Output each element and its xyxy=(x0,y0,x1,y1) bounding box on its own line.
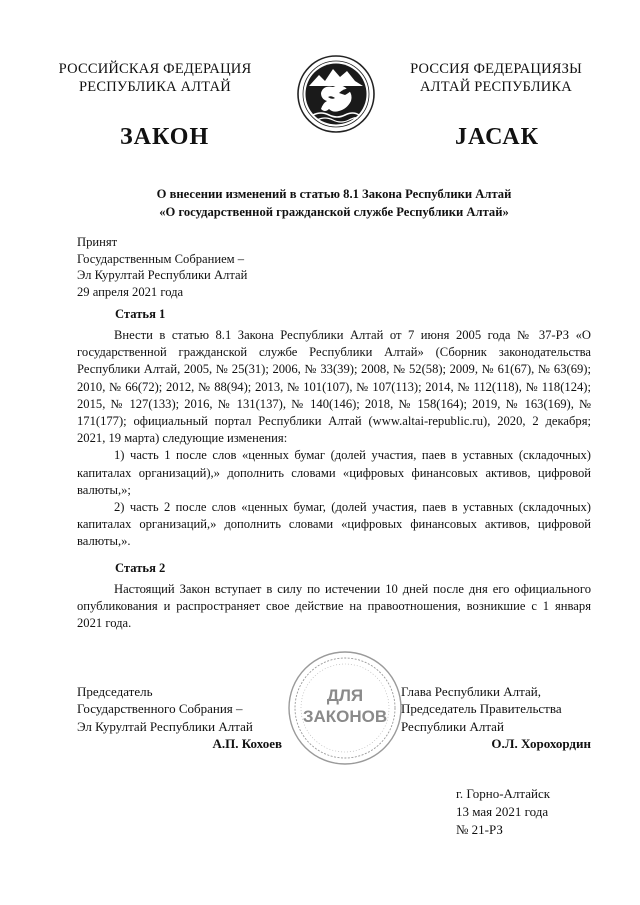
article1-item1: 1) часть 1 после слов «ценных бумаг (долей участия, паев в уставных (складочных) капиталах организаций),» дополнить словами «цифровых финансовых активов, цифровой валюты,»; xyxy=(77,448,591,497)
header-left xyxy=(44,60,266,96)
header-right xyxy=(398,60,594,96)
header-right-line1: РОССИЯ ФЕДЕРАЦИЯЗЫ xyxy=(410,61,582,77)
sig-right-line1: Глава Республики Алтай, xyxy=(401,684,541,699)
footer-date: 13 мая 2021 года xyxy=(456,804,549,819)
stamp-line2: ЗАКОНОВ xyxy=(302,707,388,726)
sig-right-name: О.Л. Хорохордин xyxy=(491,736,591,752)
header-left-line2: РЕСПУБЛИКА АЛТАЙ xyxy=(79,79,231,95)
article1-body xyxy=(77,327,591,551)
title-line2: «О государственной гражданской службе Республики Алтай» xyxy=(159,205,509,219)
signature-left xyxy=(77,683,282,753)
adopted-line1: Принят xyxy=(77,235,118,249)
article1-item2: 2) часть 2 после слов «ценных бумаг, (долей участия, паев в уставных (складочных) капиталах организаций,» дополнить словами «цифровых финансовых активов, цифровой валюты,». xyxy=(77,500,591,549)
article2-heading: Статья 2 xyxy=(115,561,166,575)
header-right-line2: АЛТАЙ РЕСПУБЛИКА xyxy=(420,79,572,95)
sig-right-line2: Председатель Правительства xyxy=(401,701,562,717)
sig-left-line1: Председатель xyxy=(77,684,153,699)
adopted-line3: Эл Курултай Республики Алтай xyxy=(77,268,248,283)
sig-left-line3: Эл Курултай Республики Алтай xyxy=(77,718,253,734)
footer-block xyxy=(456,785,550,839)
footer-number: № 21-РЗ xyxy=(456,822,503,837)
signature-right xyxy=(401,683,591,753)
coat-of-arms-emblem xyxy=(295,53,377,135)
adopted-date: 29 апреля 2021 года xyxy=(77,284,184,299)
sig-left-name: А.П. Кохоев xyxy=(212,736,282,752)
adopted-line2: Государственным Собранием – xyxy=(77,251,245,266)
document-title xyxy=(80,185,588,221)
sig-left-line2: Государственного Собрания – xyxy=(77,701,243,717)
law-title-ru: ЗАКОН xyxy=(120,124,210,150)
law-title-alt: JАСАК xyxy=(455,124,540,150)
article2-text: Настоящий Закон вступает в силу по истечении 10 дней после дня его официального опубликования и распространяет свое действие на правоотношения, возникшие с 1 января 2021 года. xyxy=(77,582,591,631)
adoption-block xyxy=(77,234,247,300)
sig-right-line3: Республики Алтай xyxy=(401,718,504,734)
article1-heading: Статья 1 xyxy=(115,307,166,321)
article2-body xyxy=(77,581,591,633)
header-left-line1: РОССИЙСКАЯ ФЕДЕРАЦИЯ xyxy=(58,61,252,77)
footer-place: г. Горно-Алтайск xyxy=(456,786,551,801)
stamp-for-laws xyxy=(285,648,405,768)
stamp-line1: ДЛЯ xyxy=(326,686,364,705)
article1-intro: Внести в статью 8.1 Закона Республики Алтай от 7 июня 2005 года № 37-РЗ «О государственной гражданской службе Республики Алтай» (Сборник законодательства Республики Алтай, 2005, № 25(31); 2006, № 33(39); 2008, № 52(58); 2009, № 61(67), № 63(69); 2010, № 66(72); 2012, № 88(94); 2013, № 101(107), № 107(113); 2014, № 112(118), № 118(124); 2015, № 127(133); 2016, № 131(137), № 140(146); 2018, № 158(164); 2019, № 163(169), № 171(177); официальный портал Республики Алтай (www.altai-republic.ru), 2020, 2 декабря; 2021, 19 марта) следующие изменения: xyxy=(77,328,591,446)
title-line1: О внесении изменений в статью 8.1 Закона Республики Алтай xyxy=(156,187,512,201)
